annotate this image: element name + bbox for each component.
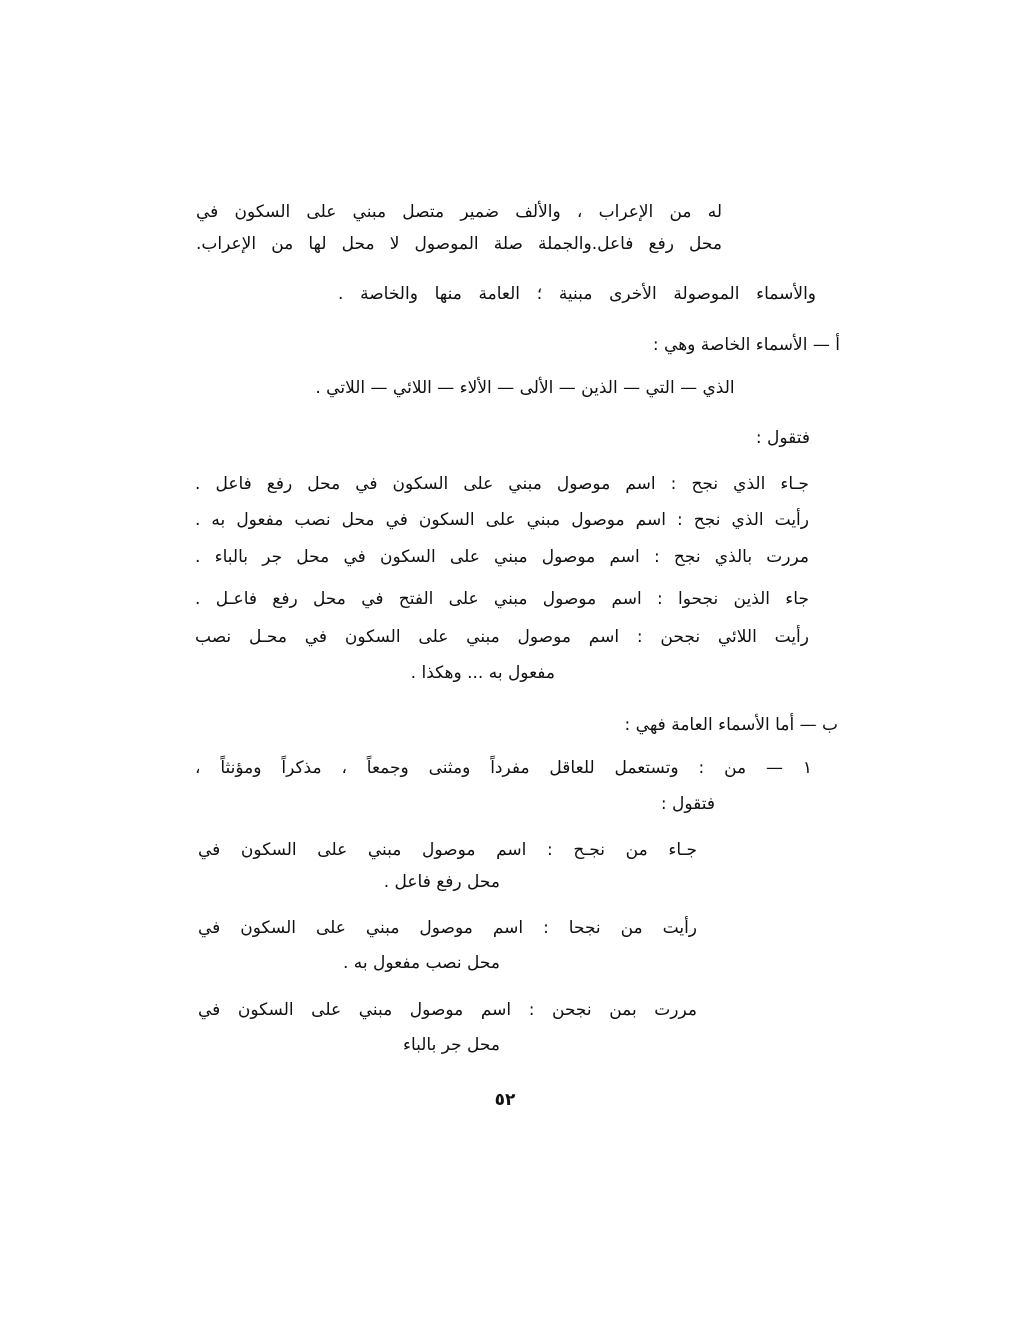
example-line: رأيت من نجحا : اسم موصول مبني على السكون في bbox=[198, 918, 697, 938]
example-line: مفعول به ... وهكذا . bbox=[410, 663, 555, 683]
paragraph-line: له من الإعراب ، والألف ضمير متصل مبني على السكون في bbox=[196, 202, 722, 222]
example-line: رأيت الذي نجح : اسم موصول مبني على السكون في محل نصب مفعول به . bbox=[195, 510, 809, 530]
example-label: فتقول : bbox=[660, 794, 715, 814]
paragraph-line: ١ — من : وتستعمل للعاقل مفرداً ومثنى وجمعاً ، مذكراً ومؤنثاً ، bbox=[195, 758, 812, 778]
example-line: محل نصب مفعول به . bbox=[342, 953, 500, 973]
section-heading-b: ب — أما الأسماء العامة فهي : bbox=[624, 715, 838, 735]
example-line: محل رفع فاعل . bbox=[383, 872, 500, 892]
example-line: جـاء من نجـح : اسم موصول مبني على السكون في bbox=[198, 840, 697, 860]
example-label: فتقول : bbox=[755, 428, 810, 448]
example-line: محل جر بالباء bbox=[402, 1035, 500, 1055]
example-line: جـاء الذي نجح : اسم موصول مبني على السكون في محل رفع فاعل . bbox=[195, 474, 809, 494]
section-heading-a: أ — الأسماء الخاصة وهي : bbox=[652, 335, 840, 355]
example-line: مررت بمن نجحن : اسم موصول مبني على السكون في bbox=[198, 1000, 697, 1020]
paragraph-line: محل رفع فاعل.والجملة صلة الموصول لا محل لها من الإعراب. bbox=[196, 234, 722, 254]
relative-pronoun-list: الذي — التي — الذين — الألى — الألاء — اللائي — اللاتي . bbox=[315, 378, 735, 398]
page-number: ٥٢ bbox=[494, 1090, 516, 1110]
example-line: جاء الذين نجحوا : اسم موصول مبني على الفتح في محل رفع فاعـل . bbox=[195, 589, 809, 609]
example-line: مررت بالذي نجح : اسم موصول مبني على السكون في محل جر بالباء . bbox=[195, 547, 809, 567]
example-line: رأيت اللائي نجحن : اسم موصول مبني على السكون في محـل نصب bbox=[195, 627, 809, 647]
paragraph-line: والأسماء الموصولة الأخرى مبنية ؛ العامة منها والخاصة . bbox=[338, 284, 816, 304]
